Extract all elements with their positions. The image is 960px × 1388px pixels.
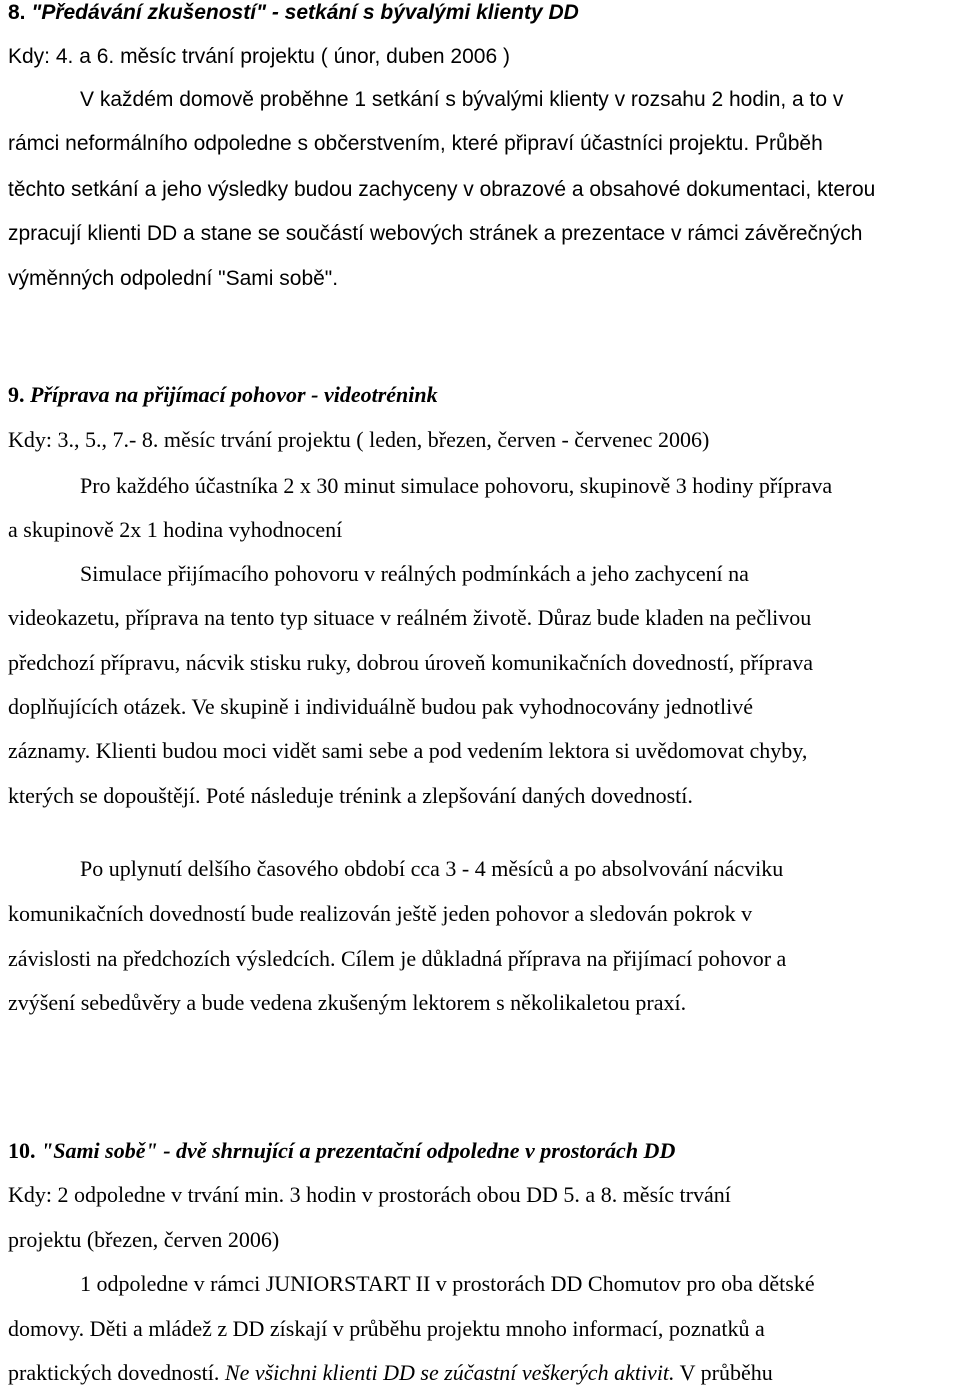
section-10-line-3-start: praktických dovedností. [8, 1360, 225, 1385]
section-8-line-3: těchto setkání a jeho výsledky budou zachyceny v obrazové a obsahové dokumentaci, kterou [8, 178, 876, 201]
section-10-number: 10. [8, 1138, 36, 1163]
section-8-heading [8, 2, 579, 23]
section-8-line-5: výměnných odpolední "Sami sobě". [8, 267, 339, 290]
section-9-line-7: záznamy. Klienti budou moci vidět sami sebe a pod vedením lektora si uvědomovat chyby, [8, 738, 808, 763]
section-8-line-1: V každém domově proběhne 1 setkání s bývalými klienty v rozsahu 2 hodin, a to v [80, 88, 844, 111]
section-9-line-8: kterých se dopouštějí. Poté následuje trénink a zlepšování daných dovedností. [8, 783, 693, 808]
section-9-para2-line-1: Po uplynutí delšího časového období cca 3 - 4 měsíců a po absolvování nácviku [80, 856, 784, 881]
section-9-line-4: videokazetu, příprava na tento typ situace v reálném životě. Důraz bude kladen na pečlivou [8, 605, 812, 630]
section-10-line-2: domovy. Děti a mládež z DD získají v průběhu projektu mnoho informací, poznatků a [8, 1316, 765, 1341]
section-9-line-2: a skupinově 2x 1 hodina vyhodnocení [8, 517, 343, 542]
section-9-line-5: předchozí přípravu, nácvik stisku ruky, dobrou úroveň komunikačních dovedností, příprava [8, 650, 814, 675]
section-8-number: 8. [8, 1, 26, 24]
section-9-line-3: Simulace přijímacího pohovoru v reálných podmínkách a jeho zachycení na [80, 561, 749, 586]
section-8-line-4: zpracují klienti DD a stane se součástí webových stránek a prezentace v rámci závěrečných [8, 222, 863, 245]
section-10-line-3-end: V průběhu [674, 1360, 773, 1385]
section-10-title: "Sami sobě" - dvě shrnující a prezentační odpoledne v prostorách DD [41, 1138, 676, 1163]
section-10-when-1: Kdy: 2 odpoledne v trvání min. 3 hodin v prostorách obou DD 5. a 8. měsíc trvání [8, 1182, 731, 1207]
section-9-title: Příprava na přijímací pohovor - videotrénink [30, 382, 438, 407]
section-9-heading [8, 384, 438, 406]
section-9-para2-line-4: zvýšení sebedůvěry a bude vedena zkušeným lektorem s několikaletou praxí. [8, 990, 687, 1015]
section-10-line-3-italic: Ne všichni klienti DD se zúčastní veškerých aktivit. [224, 1360, 675, 1385]
section-10-line-1: 1 odpoledne v rámci JUNIORSTART II v prostorách DD Chomutov pro oba dětské [80, 1271, 815, 1296]
section-10-heading [8, 1140, 675, 1162]
section-9-para2-line-2: komunikačních dovedností bude realizován ještě jeden pohovor a sledován pokrok v [8, 901, 753, 926]
section-9-line-6: doplňujících otázek. Ve skupině i individuálně budou pak vyhodnocovány jednotlivé [8, 694, 754, 719]
section-9-line-1: Pro každého účastníka 2 x 30 minut simulace pohovoru, skupinově 3 hodiny příprava [80, 473, 833, 498]
section-10-line-3 [8, 1362, 773, 1384]
section-9-number: 9. [8, 382, 25, 407]
section-8-line-2: rámci neformálního odpoledne s občerstvením, které připraví účastníci projektu. Průběh [8, 132, 823, 155]
section-9-when: Kdy: 3., 5., 7.- 8. měsíc trvání projektu ( leden, březen, červen - červenec 2006) [8, 427, 710, 452]
section-10-when-2: projektu (březen, červen 2006) [8, 1227, 280, 1252]
section-8-title: "Předávání zkušeností" - setkání s bývalými klienty DD [31, 1, 579, 24]
section-9-para2-line-3: závislosti na předchozích výsledcích. Cílem je důkladná příprava na přijímací pohovor a [8, 946, 787, 971]
section-8-when: Kdy: 4. a 6. měsíc trvání projektu ( únor, duben 2006 ) [8, 45, 510, 68]
